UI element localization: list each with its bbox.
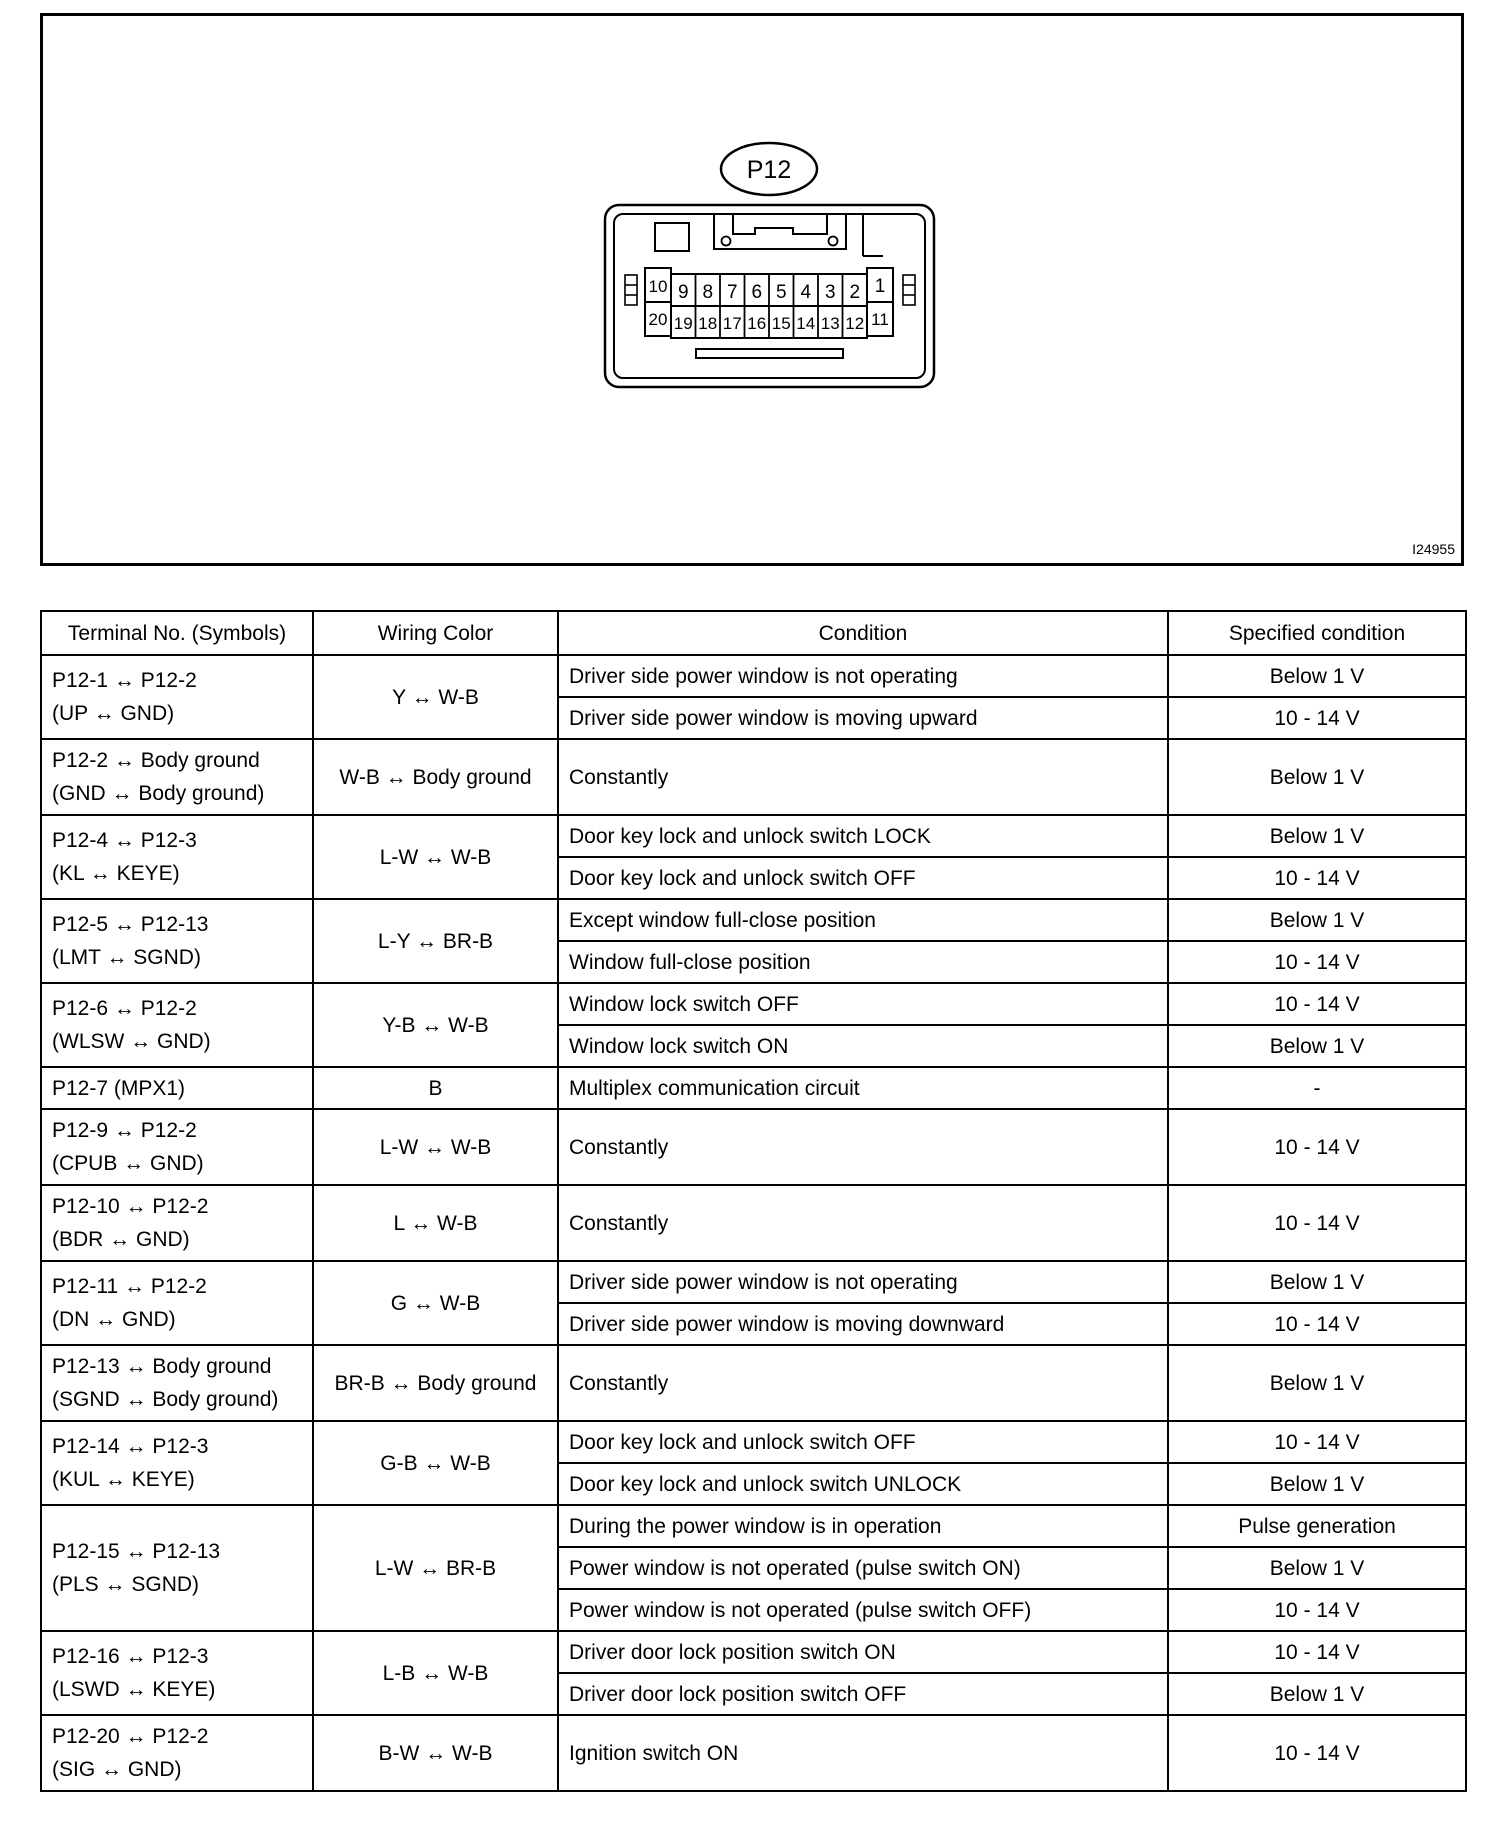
cell-specified-condition: 10 - 14 V	[1168, 1715, 1466, 1791]
terminal-symbols: (SIG ↔ GND)	[52, 1758, 182, 1781]
cell-condition: Multiplex communication circuit	[558, 1067, 1168, 1109]
terminal-symbols: (LMT ↔ SGND)	[52, 946, 201, 969]
pin-number: 16	[747, 314, 767, 333]
pin-number: 11	[871, 310, 889, 329]
connector-diagram	[43, 16, 1461, 563]
table-header-row	[41, 611, 1466, 655]
cell-specified-condition: Below 1 V	[1168, 899, 1466, 941]
cell-specified-condition: Below 1 V	[1168, 655, 1466, 697]
pin-number: 20	[648, 310, 668, 329]
terminal-pins: P12-20 ↔ P12-2	[52, 1725, 209, 1748]
terminal-pins: P12-13 ↔ Body ground	[52, 1355, 272, 1378]
pin-number: 18	[698, 314, 718, 333]
terminal-pins: P12-6 ↔ P12-2	[52, 997, 197, 1020]
pin-number: 1	[874, 276, 886, 297]
cell-condition: Driver side power window is not operating	[558, 1261, 1168, 1303]
cell-condition: Window lock switch ON	[558, 1025, 1168, 1067]
terminal-symbols: (BDR ↔ GND)	[52, 1228, 190, 1251]
cell-terminal	[41, 1631, 313, 1715]
terminal-pins: P12-16 ↔ P12-3	[52, 1645, 209, 1668]
cell-specified-condition: Below 1 V	[1168, 1261, 1466, 1303]
terminal-symbols: (UP ↔ GND)	[52, 702, 175, 725]
pin-number: 15	[771, 314, 791, 333]
terminal-spec-table	[40, 610, 1467, 1792]
cell-condition: Constantly	[558, 1109, 1168, 1185]
cell-wiring-color: BR-B ↔ Body ground	[313, 1345, 558, 1421]
terminal-symbols: (SGND ↔ Body ground)	[52, 1388, 279, 1411]
cell-wiring-color: L-B ↔ W-B	[313, 1631, 558, 1715]
cell-specified-condition: Below 1 V	[1168, 1025, 1466, 1067]
terminal-pins: P12-14 ↔ P12-3	[52, 1435, 209, 1458]
header-condition: Condition	[558, 611, 1168, 655]
cell-specified-condition: 10 - 14 V	[1168, 1631, 1466, 1673]
table-row	[41, 1067, 1466, 1109]
terminal-symbols: (KL ↔ KEYE)	[52, 862, 180, 885]
table-row	[41, 1505, 1466, 1547]
cell-wiring-color: L ↔ W-B	[313, 1185, 558, 1261]
cell-wiring-color: G ↔ W-B	[313, 1261, 558, 1345]
cell-condition: Window lock switch OFF	[558, 983, 1168, 1025]
cell-specified-condition: 10 - 14 V	[1168, 1185, 1466, 1261]
cell-terminal	[41, 815, 313, 899]
cell-specified-condition: Below 1 V	[1168, 739, 1466, 815]
pin-number: 12	[845, 314, 865, 333]
cell-condition: Driver side power window is moving upward	[558, 697, 1168, 739]
terminal-symbols: (KUL ↔ KEYE)	[52, 1468, 195, 1491]
cell-condition: Door key lock and unlock switch OFF	[558, 857, 1168, 899]
terminal-pins: P12-11 ↔ P12-2	[52, 1275, 207, 1298]
pin-number: 7	[726, 282, 738, 303]
cell-terminal	[41, 1715, 313, 1791]
pin-number: 3	[824, 282, 836, 303]
table-row	[41, 1185, 1466, 1261]
cell-condition: Ignition switch ON	[558, 1715, 1168, 1791]
terminal-pins: P12-7 (MPX1)	[52, 1076, 186, 1100]
connector-label: P12	[746, 156, 792, 184]
pin-number: 13	[820, 314, 840, 333]
table-row	[41, 815, 1466, 857]
cell-terminal	[41, 739, 313, 815]
cell-condition: Door key lock and unlock switch OFF	[558, 1421, 1168, 1463]
cell-specified-condition: Below 1 V	[1168, 1463, 1466, 1505]
cell-specified-condition: 10 - 14 V	[1168, 1421, 1466, 1463]
cell-wiring-color: G-B ↔ W-B	[313, 1421, 558, 1505]
pin-number: 4	[800, 282, 812, 303]
cell-wiring-color: Y-B ↔ W-B	[313, 983, 558, 1067]
cell-condition: Door key lock and unlock switch UNLOCK	[558, 1463, 1168, 1505]
table-row	[41, 1421, 1466, 1463]
cell-wiring-color: W-B ↔ Body ground	[313, 739, 558, 815]
cell-terminal	[41, 1067, 313, 1109]
cell-specified-condition: 10 - 14 V	[1168, 941, 1466, 983]
cell-condition: During the power window is in operation	[558, 1505, 1168, 1547]
cell-specified-condition: Below 1 V	[1168, 1345, 1466, 1421]
terminal-symbols: (CPUB ↔ GND)	[52, 1152, 204, 1175]
table-row	[41, 1109, 1466, 1185]
table-row	[41, 1261, 1466, 1303]
cell-specified-condition: 10 - 14 V	[1168, 697, 1466, 739]
table-row	[41, 899, 1466, 941]
cell-condition: Power window is not operated (pulse switch ON)	[558, 1547, 1168, 1589]
terminal-symbols: (DN ↔ GND)	[52, 1308, 176, 1331]
cell-condition: Constantly	[558, 739, 1168, 815]
cell-condition: Driver door lock position switch ON	[558, 1631, 1168, 1673]
pin-number: 9	[677, 282, 689, 303]
cell-terminal	[41, 1421, 313, 1505]
terminal-pins: P12-5 ↔ P12-13	[52, 913, 209, 936]
table-body	[41, 655, 1466, 1791]
cell-wiring-color: L-W ↔ W-B	[313, 815, 558, 899]
pin-number: 2	[849, 282, 861, 303]
terminal-symbols: (LSWD ↔ KEYE)	[52, 1678, 216, 1701]
cell-condition: Door key lock and unlock switch LOCK	[558, 815, 1168, 857]
cell-specified-condition: Below 1 V	[1168, 1547, 1466, 1589]
table-row	[41, 655, 1466, 697]
table-row	[41, 1345, 1466, 1421]
cell-specified-condition: 10 - 14 V	[1168, 1589, 1466, 1631]
connector-figure	[40, 13, 1464, 566]
terminal-pins: P12-15 ↔ P12-13	[52, 1540, 221, 1563]
cell-condition: Power window is not operated (pulse switch OFF)	[558, 1589, 1168, 1631]
pin-number: 10	[648, 277, 668, 296]
terminal-pins: P12-9 ↔ P12-2	[52, 1119, 197, 1142]
terminal-pins: P12-2 ↔ Body ground	[52, 749, 260, 772]
cell-specified-condition: 10 - 14 V	[1168, 1303, 1466, 1345]
cell-specified-condition: 10 - 14 V	[1168, 1109, 1466, 1185]
cell-wiring-color: L-W ↔ BR-B	[313, 1505, 558, 1631]
cell-terminal	[41, 1185, 313, 1261]
cell-specified-condition: 10 - 14 V	[1168, 983, 1466, 1025]
pin-number: 8	[702, 282, 714, 303]
cell-condition: Driver door lock position switch OFF	[558, 1673, 1168, 1715]
cell-terminal	[41, 983, 313, 1067]
terminal-pins: P12-4 ↔ P12-3	[52, 829, 197, 852]
cell-specified-condition: Below 1 V	[1168, 1673, 1466, 1715]
terminal-pins: P12-10 ↔ P12-2	[52, 1195, 209, 1218]
cell-specified-condition: Below 1 V	[1168, 815, 1466, 857]
figure-id: I24955	[1412, 541, 1455, 557]
cell-specified-condition: -	[1168, 1067, 1466, 1109]
terminal-symbols: (PLS ↔ SGND)	[52, 1573, 200, 1596]
cell-terminal	[41, 1505, 313, 1631]
table-row	[41, 739, 1466, 815]
header-specified-condition: Specified condition	[1168, 611, 1466, 655]
terminal-pins: P12-1 ↔ P12-2	[52, 669, 197, 692]
header-terminal: Terminal No. (Symbols)	[41, 611, 313, 655]
pin-number: 17	[722, 314, 742, 333]
cell-wiring-color: L-W ↔ W-B	[313, 1109, 558, 1185]
cell-terminal	[41, 1109, 313, 1185]
cell-wiring-color: B-W ↔ W-B	[313, 1715, 558, 1791]
cell-wiring-color: B	[313, 1067, 558, 1109]
cell-wiring-color: L-Y ↔ BR-B	[313, 899, 558, 983]
cell-terminal	[41, 1345, 313, 1421]
cell-specified-condition: 10 - 14 V	[1168, 857, 1466, 899]
terminal-symbols: (WLSW ↔ GND)	[52, 1030, 211, 1053]
cell-terminal	[41, 899, 313, 983]
cell-condition: Driver side power window is not operating	[558, 655, 1168, 697]
cell-condition: Window full-close position	[558, 941, 1168, 983]
cell-condition: Constantly	[558, 1345, 1168, 1421]
header-wiring-color: Wiring Color	[313, 611, 558, 655]
cell-condition: Constantly	[558, 1185, 1168, 1261]
table-row	[41, 983, 1466, 1025]
cell-specified-condition: Pulse generation	[1168, 1505, 1466, 1547]
table-row	[41, 1631, 1466, 1673]
terminal-symbols: (GND ↔ Body ground)	[52, 782, 265, 805]
pin-number: 6	[751, 282, 763, 303]
cell-terminal	[41, 1261, 313, 1345]
pin-number: 19	[673, 314, 693, 333]
pin-number: 5	[775, 282, 787, 303]
cell-condition: Driver side power window is moving downward	[558, 1303, 1168, 1345]
cell-terminal	[41, 655, 313, 739]
cell-condition: Except window full-close position	[558, 899, 1168, 941]
table-row	[41, 1715, 1466, 1791]
pin-number: 14	[796, 314, 816, 333]
cell-wiring-color: Y ↔ W-B	[313, 655, 558, 739]
